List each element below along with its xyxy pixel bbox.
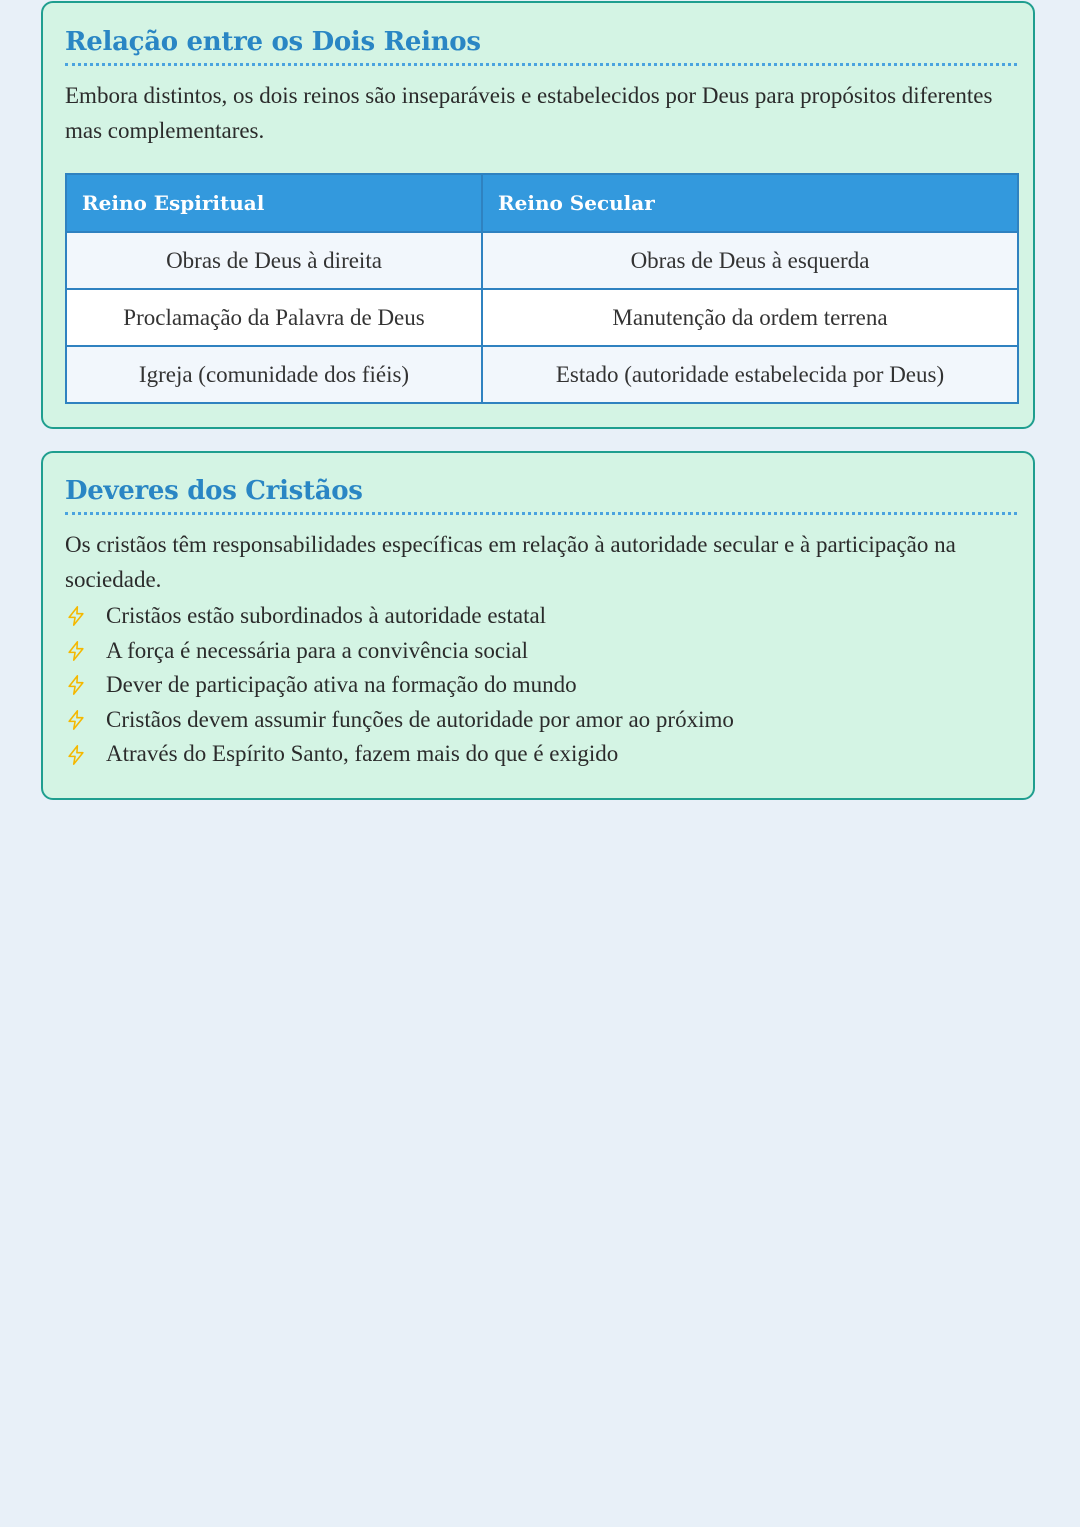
table-cell: Igreja (comunidade dos fiéis) [66, 346, 482, 403]
deveres-list [65, 599, 734, 772]
relacao-title: Relação entre os Dois Reinos [65, 27, 481, 57]
table-row [66, 232, 1018, 289]
list-item [65, 668, 734, 703]
table-cell: Manutenção da ordem terrena [482, 289, 1018, 346]
table-row [66, 289, 1018, 346]
lightning-bolt-icon [65, 639, 87, 663]
deveres-card [41, 451, 1035, 800]
list-item [65, 599, 734, 634]
lightning-bolt-icon [65, 673, 87, 697]
deveres-title: Deveres dos Cristãos [65, 476, 363, 506]
table-cell: Estado (autoridade estabelecida por Deus) [482, 346, 1018, 403]
list-item-text: Cristãos devem assumir funções de autoridade por amor ao próximo [106, 706, 734, 732]
deveres-intro: Os cristãos têm responsabilidades específicas em relação à autoridade secular e à participação na sociedade. [65, 532, 956, 592]
table-header-row [66, 174, 1018, 232]
relacao-card [41, 1, 1035, 429]
table-cell: Proclamação da Palavra de Deus [66, 289, 482, 346]
table-cell: Obras de Deus à esquerda [482, 232, 1018, 289]
relacao-intro: Embora distintos, os dois reinos são inseparáveis e estabelecidos por Deus para propósitos diferentes mas complementares. [65, 83, 993, 143]
list-item-text: Cristãos estão subordinados à autoridade estatal [106, 603, 547, 628]
column-header: Reino Secular [482, 174, 1018, 232]
table-row [66, 346, 1018, 403]
list-item [65, 634, 734, 669]
table-cell: Obras de Deus à direita [66, 232, 482, 289]
reinos-table [65, 173, 1019, 404]
list-item-text: Dever de participação ativa na formação do mundo [106, 672, 577, 698]
list-item-text: Através do Espírito Santo, fazem mais do que é exigido [106, 741, 619, 767]
lightning-bolt-icon [65, 743, 87, 767]
lightning-bolt-icon [65, 708, 87, 732]
title-divider [65, 63, 1017, 66]
title-divider [65, 512, 1017, 515]
list-item-text: A força é necessária para a convivência social [106, 637, 529, 663]
lightning-bolt-icon [65, 604, 87, 628]
column-header: Reino Espiritual [66, 174, 482, 232]
list-item [65, 703, 734, 738]
list-item [65, 737, 734, 772]
